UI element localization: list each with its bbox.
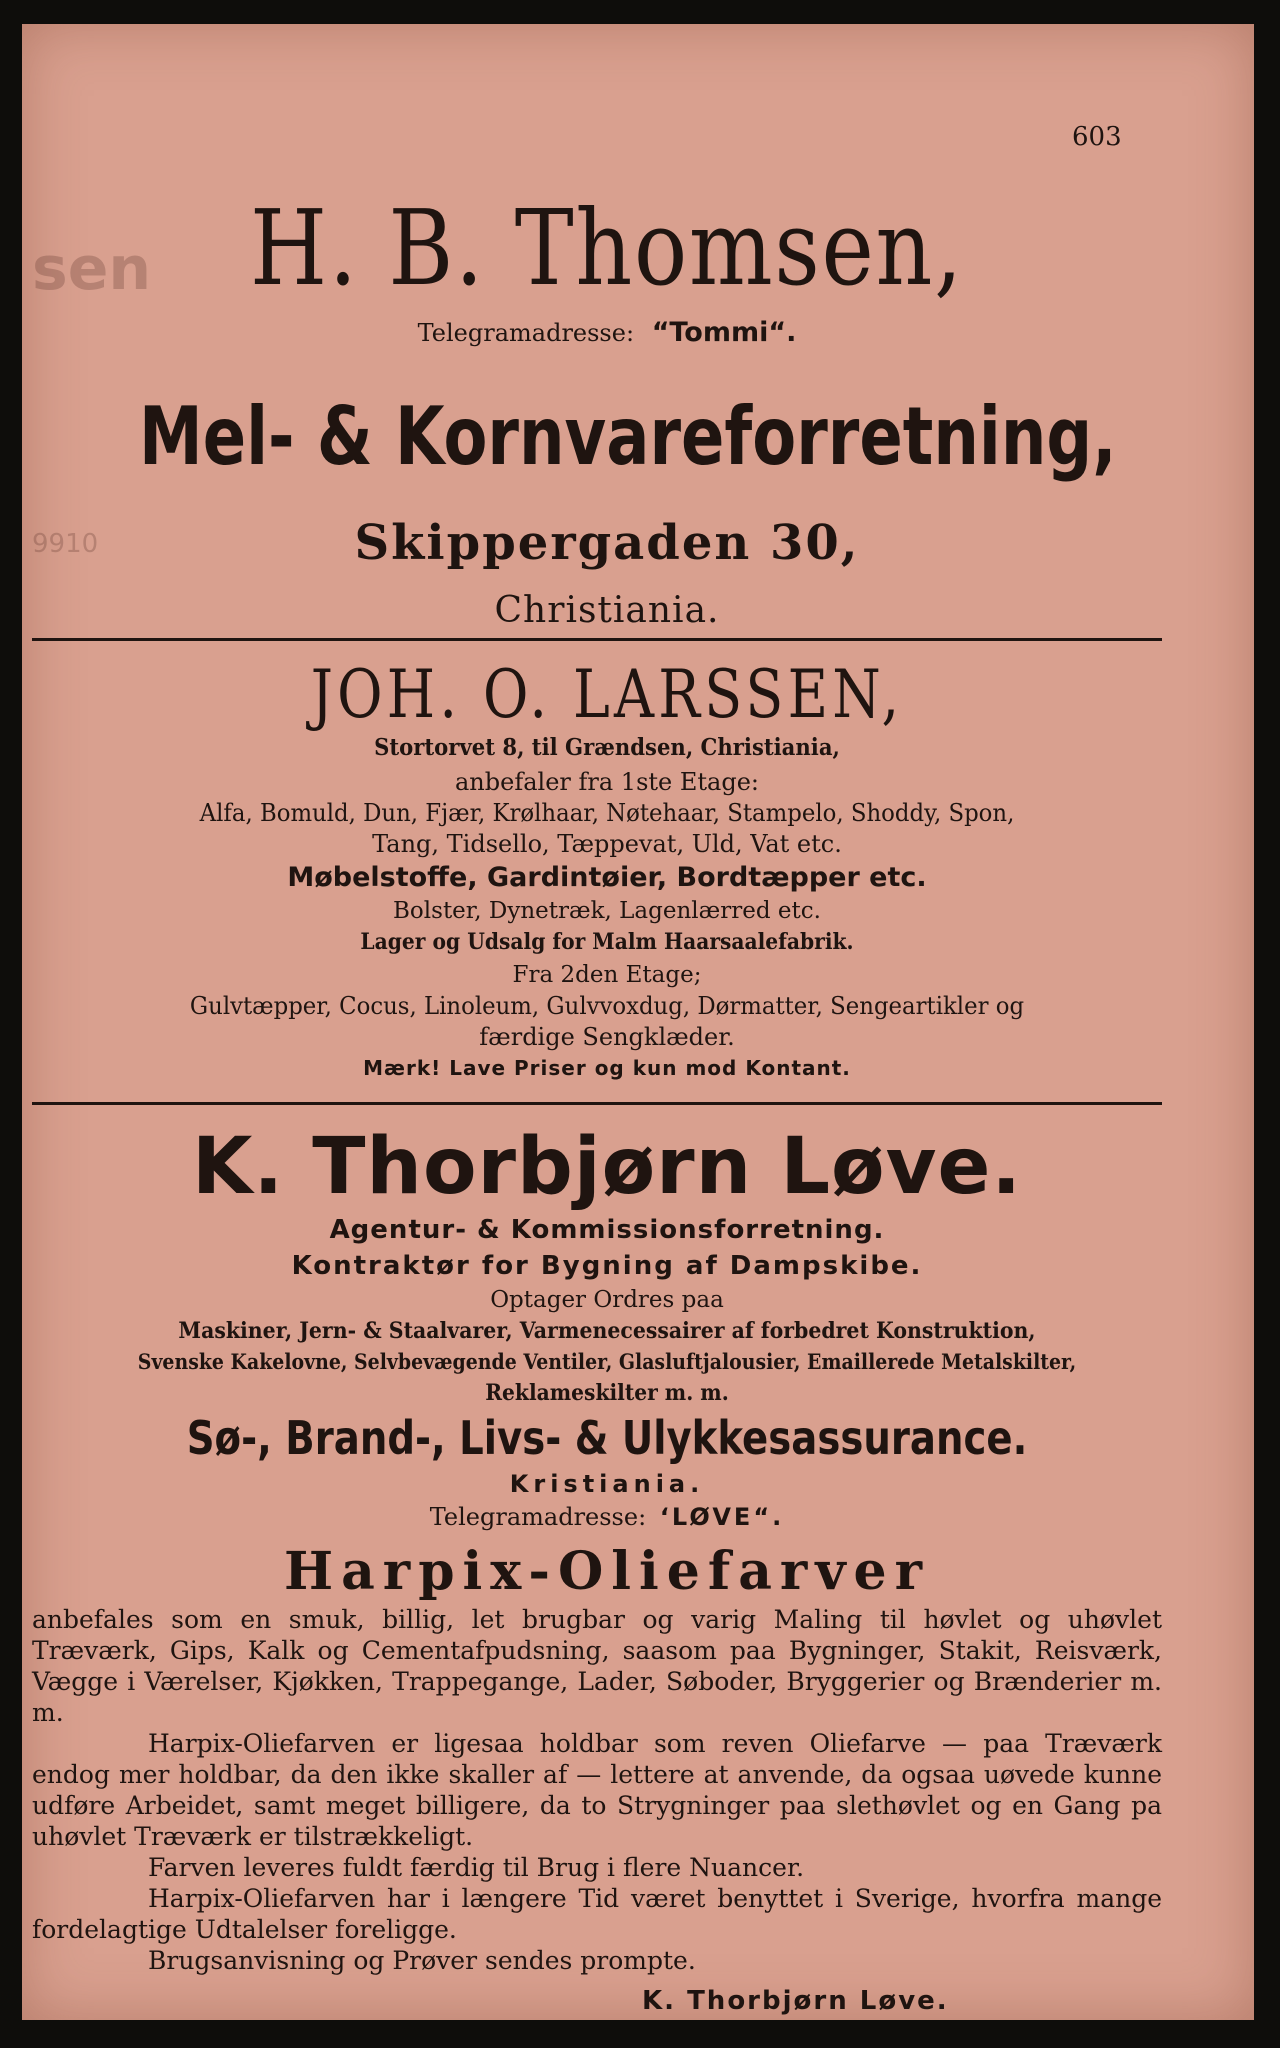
harpix-paragraph-5: Brugsanvisning og Prøver sendes prompte. [148, 1946, 696, 1975]
page-number: 603 [1072, 122, 1122, 152]
loeve-city: Kristiania. [509, 1470, 705, 1498]
loeve-line2: Kontraktør for Bygning af Dampskibe. [291, 1251, 923, 1281]
harpix-paragraph-4: Harpix-Oliefarven har i længere Tid været benyttet i Sverige, hvorfra mange fordelagtige Udtalelser foreligge. [32, 1884, 1162, 1944]
loeve-telegram [22, 1500, 1192, 1534]
ad-page [22, 24, 1254, 2020]
thomsen-street: Skippergaden 30, [354, 515, 860, 571]
thomsen-telegram [22, 316, 1192, 350]
thomsen-name: H. B. Thomsen, [250, 187, 964, 309]
bleed-through-text-mid: 9910 [32, 529, 99, 559]
thomsen-telegram-value: “Tommi“. [651, 317, 797, 348]
divider-1 [32, 638, 1162, 641]
harpix-paragraph-1: anbefales som en smuk, billig, let brugbar og varig Maling til høvlet og uhøvlet Træværk, Gips, Kalk og Cementafpudsning, saasom paa Bygninger, Stakit, Reisværk, Vægge i Værelser, Kjøkken, Trappegange, Lader, Søboder, Bryggerier og Brænderier m. m. [32, 1605, 1162, 1727]
larssen-line4: Bolster, Dynetræk, Lagenlærred etc. [393, 898, 821, 924]
harpix-paragraph-3: Farven leveres fuldt færdig til Brug i flere Nuancer. [148, 1853, 805, 1882]
larssen-floor2: Fra 2den Etage; [512, 962, 702, 988]
loeve-telegram-label: Telegramadresse: [429, 1503, 647, 1531]
larssen-address: Stortorvet 8, til Grændsen, Christiania, [374, 734, 840, 761]
page-content [22, 24, 1254, 2020]
loeve-line6: Reklameskilter m. m. [485, 1380, 729, 1406]
loeve-line3: Optager Ordres paa [490, 1287, 724, 1313]
larssen-name: JOH. O. LARSSEN, [310, 656, 904, 733]
loeve-line5: Svenske Kakelovne, Selvbevægende Ventiler, Glasluftjalousier, Emaillerede Metalskilter, [137, 1349, 1077, 1374]
loeve-telegram-value: ‘LØVE“. [659, 1503, 785, 1531]
harpix-title: Harpix-Oliefarver [283, 1541, 931, 1602]
harpix-paragraph-2: Harpix-Oliefarven er ligesaa holdbar som reven Oliefarve — paa Træværk endog mer holdbar, da den ikke skaller af — lettere at anvende, da ogsaa uøvede kunne udføre Arbeidet, samt meget billigere, da to Strygninger paa slethøvlet og en Gang pa uhøvlet Træværk er tilstrækkeligt. [32, 1729, 1162, 1851]
larssen-floor1: anbefaler fra 1ste Etage: [455, 768, 759, 796]
larssen-line2: Tang, Tidsello, Tæppevat, Uld, Vat etc. [372, 830, 842, 858]
harpix-body [32, 1604, 1162, 1976]
loeve-name: K. Thorbjørn Løve. [192, 1122, 1022, 1212]
larssen-line5: Lager og Udsalg for Malm Haarsaalefabrik. [360, 929, 854, 955]
larssen-line6: Gulvtæpper, Cocus, Linoleum, Gulvvoxdug, Dørmatter, Sengeartikler og [189, 992, 1025, 1020]
larssen-line3: Møbelstoffe, Gardintøier, Bordtæpper etc. [287, 862, 927, 893]
larssen-line7: færdige Sengklæder. [479, 1023, 735, 1051]
divider-2 [32, 1102, 1162, 1105]
loeve-line1: Agentur- & Kommissionsforretning. [329, 1215, 885, 1245]
bleed-through-text-top: sen [32, 234, 152, 304]
thomsen-telegram-label: Telegramadresse: [417, 319, 635, 347]
harpix-signature: K. Thorbjørn Løve. [642, 1986, 949, 2016]
loeve-line4: Maskiner, Jern- & Staalvarer, Varmenecessairer af forbedret Konstruktion, [178, 1318, 1036, 1344]
larssen-line1: Alfa, Bomuld, Dun, Fjær, Krølhaar, Nøtehaar, Stampelo, Shoddy, Spon, [199, 799, 1015, 827]
loeve-insurance: Sø-, Brand-, Livs- & Ulykkesassurance. [186, 1411, 1028, 1465]
larssen-notice: Mærk! Lave Priser og kun mod Kontant. [363, 1056, 851, 1080]
thomsen-business: Mel- & Kornvareforretning, [139, 390, 1117, 483]
thomsen-city: Christiania. [494, 590, 720, 631]
